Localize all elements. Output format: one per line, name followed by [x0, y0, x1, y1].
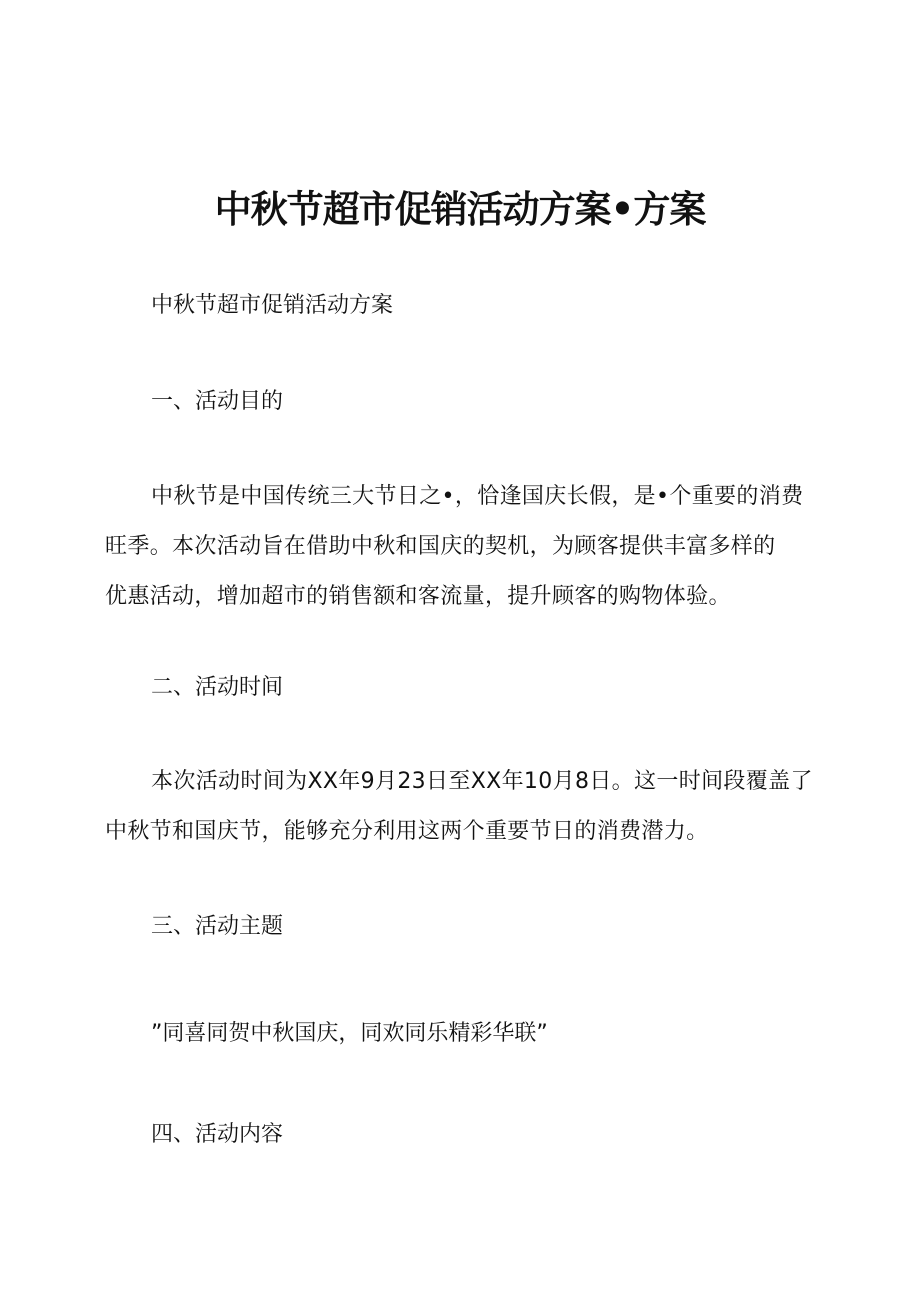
- document-title: 中秋节超市促销活动方案•方案: [214, 188, 706, 231]
- paragraph-line: 本次活动时间为XX年9月23日至XX年10月8日。这一时间段覆盖了: [151, 769, 813, 794]
- paragraph-line: 中秋节是中国传统三大节日之•，恰逢国庆长假，是•个重要的消费: [151, 484, 804, 509]
- paragraph-line: 旺季。本次活动旨在借助中秋和国庆的契机，为顾客提供丰富多样的: [105, 534, 776, 559]
- theme-slogan: ”同喜同贺中秋国庆，同欢同乐精彩华联”: [151, 1021, 548, 1046]
- section-heading-theme: 三、活动主题: [151, 914, 284, 939]
- section-heading-purpose: 一、活动目的: [151, 389, 284, 414]
- section-heading-time: 二、活动时间: [151, 675, 284, 700]
- section-heading-content: 四、活动内容: [151, 1122, 284, 1147]
- paragraph-time: [105, 757, 817, 857]
- paragraph-line: 中秋节和国庆节，能够充分利用这两个重要节日的消费潜力。: [105, 819, 709, 844]
- paragraph-purpose: [105, 472, 817, 622]
- paragraph-line: 优惠活动，增加超市的销售额和客流量，提升顾客的购物体验。: [105, 584, 731, 609]
- document-subtitle: 中秋节超市促销活动方案: [151, 293, 394, 318]
